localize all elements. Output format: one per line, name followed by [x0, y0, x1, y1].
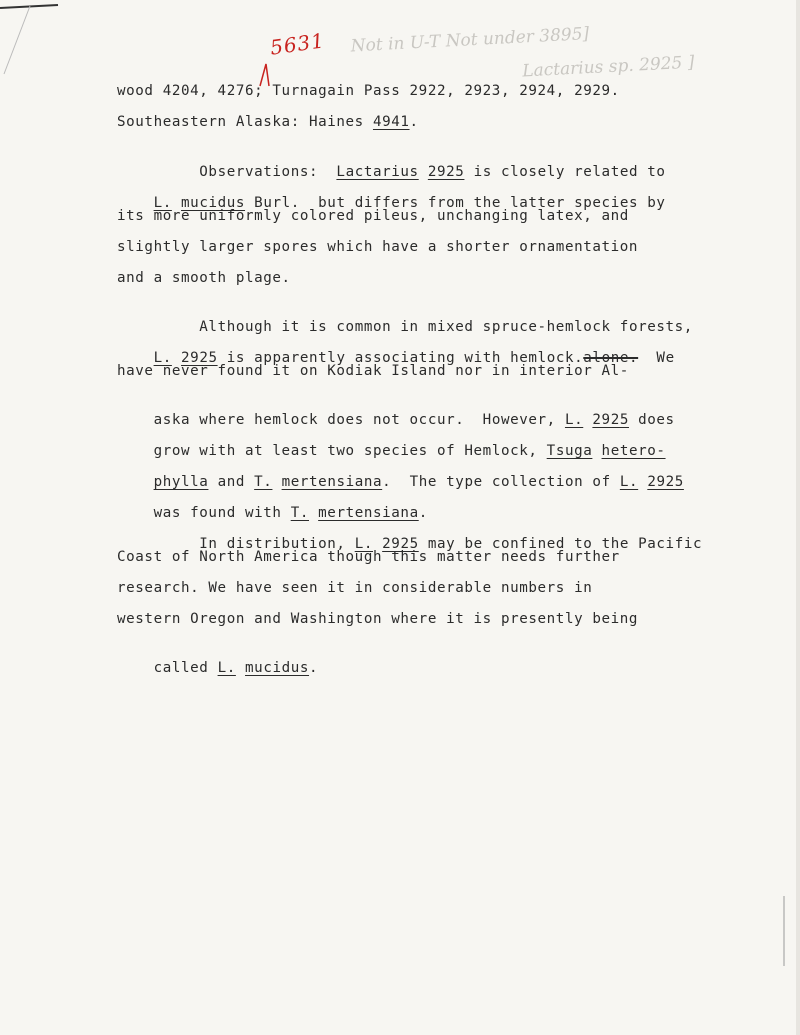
corner-fold-mark	[0, 0, 60, 80]
text-line	[117, 548, 620, 566]
page-edge	[796, 0, 800, 1035]
text-run: slightly larger spores which have a shorter ornamentation	[117, 239, 639, 255]
text-line	[117, 113, 419, 131]
species-number: 2925	[427, 164, 465, 180]
text-line	[117, 362, 629, 380]
text-run: Coast of North America though this matter needs further	[117, 549, 620, 565]
text-line	[117, 82, 620, 100]
space	[236, 660, 245, 676]
text-run: is closely related to	[464, 164, 666, 180]
text-run: grow with at least two species of Hemlock,	[153, 443, 547, 459]
species-number: 2925	[592, 412, 629, 428]
genus-abbrev: L.	[619, 474, 639, 490]
faint-pencil-note	[350, 11, 714, 120]
text-run: and	[208, 474, 255, 490]
genus-name: Tsuga	[546, 443, 593, 459]
species-name: mertensiana	[318, 505, 419, 521]
faint-note-line-2: Lactarius sp. 2925 ]	[521, 52, 695, 82]
text-run: wood 4204, 4276; Turnagain Pass 2922, 2923, 2924, 2929.	[117, 83, 620, 99]
text-line	[117, 269, 291, 287]
genus-abbrev: L.	[354, 536, 373, 552]
species-number: 2925	[382, 536, 419, 552]
genus-abbrev: T.	[290, 505, 309, 521]
text-run: its more uniformly colored pileus, unchanging latex, and	[117, 208, 629, 224]
text-run: Observations:	[153, 164, 337, 180]
text-run: does	[628, 412, 675, 428]
text-run: was found with	[153, 505, 291, 521]
genus-abbrev: L.	[153, 195, 172, 211]
genus-abbrev: L.	[564, 412, 584, 428]
space	[638, 474, 647, 490]
text-run: Burl. but differs from the latter species by	[245, 195, 666, 211]
text-run: . The type collection of	[382, 474, 620, 490]
collection-number: 4941	[372, 114, 410, 130]
text-run: may be confined to the Pacific	[418, 536, 703, 552]
text-run: have never found it on Kodiak Island nor in interior Al-	[117, 363, 629, 379]
genus-abbrev: T.	[254, 474, 273, 490]
genus-abbrev: L.	[217, 660, 236, 676]
text-line	[117, 641, 318, 695]
text-run: aska where hemlock does not occur. However,	[153, 412, 565, 428]
species-name: phylla	[153, 474, 209, 490]
text-line	[117, 579, 592, 597]
text-run: We	[638, 350, 675, 366]
text-run: research. We have seen it in considerable numbers in	[117, 580, 593, 596]
text-run: In distribution,	[153, 536, 355, 552]
genus-abbrev: L.	[153, 350, 172, 366]
text-run: Southeastern Alaska: Haines	[117, 114, 373, 130]
species-number: 2925	[181, 350, 218, 366]
species-name: hetero-	[601, 443, 666, 459]
genus-name: Lactarius	[336, 164, 419, 180]
text-run: .	[309, 660, 319, 676]
text-line	[117, 610, 638, 628]
text-run: is apparently associating with hemlock.	[217, 350, 584, 366]
red-handwritten-number: 5631	[268, 28, 327, 60]
text-run: Although it is common in mixed spruce-hemlock forests,	[153, 319, 693, 335]
text-run: called	[153, 660, 218, 676]
text-run: and a smooth plage.	[117, 270, 291, 286]
species-name: mertensiana	[281, 474, 383, 490]
species-number: 2925	[647, 474, 684, 490]
faint-note-line-1: Not in U-T Not under 3895]	[350, 23, 590, 57]
text-line	[117, 207, 629, 225]
species-name: mucidus	[245, 660, 310, 676]
species-name: mucidus	[181, 195, 246, 211]
margin-tick-mark	[780, 896, 788, 966]
text-run: western Oregon and Washington where it is presently being	[117, 611, 639, 627]
text-line	[117, 238, 638, 256]
text-run: .	[409, 114, 419, 130]
struck-word: alone.	[583, 350, 639, 366]
text-run: .	[418, 505, 428, 521]
